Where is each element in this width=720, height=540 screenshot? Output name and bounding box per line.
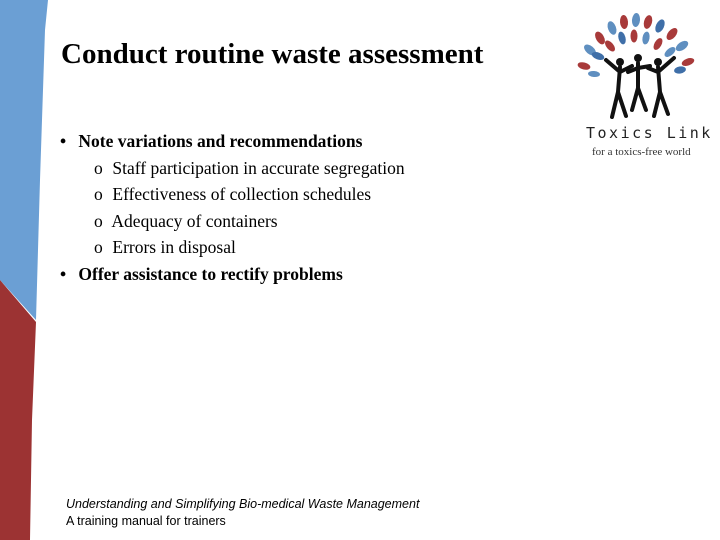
bullet-item <box>60 128 405 155</box>
sub-bullet-text: Adequacy of containers <box>111 210 278 231</box>
slide-title: Conduct routine waste assessment <box>61 38 484 70</box>
bullet-item <box>60 261 405 288</box>
sub-bullet-item <box>60 181 405 208</box>
sub-bullet-text: Staff participation in accurate segregation <box>112 157 405 178</box>
dancing-figures <box>606 54 674 117</box>
bullet-marker: • <box>60 263 67 284</box>
logo-name: Toxics Link <box>586 124 713 142</box>
sub-bullet-marker: o <box>94 157 103 178</box>
bullet-text: Note variations and recommendations <box>78 131 363 151</box>
bullet-text: Offer assistance to rectify problems <box>78 263 343 284</box>
bullet-marker: • <box>60 131 67 151</box>
red-band <box>0 280 36 540</box>
blue-band <box>0 0 48 320</box>
sub-bullet-item <box>60 155 405 182</box>
footer-title: Understanding and Simplifying Bio-medical Waste Management <box>66 497 420 511</box>
sub-bullet-marker: o <box>94 210 103 231</box>
sub-bullet-marker: o <box>94 184 103 204</box>
footer <box>66 496 419 530</box>
sub-bullet-text: Effectiveness of collection schedules <box>112 184 372 204</box>
sub-bullet-item <box>60 208 405 235</box>
sub-bullet-marker: o <box>94 237 103 257</box>
logo-tagline: for a toxics-free world <box>592 146 691 158</box>
side-decoration <box>0 0 60 540</box>
sub-bullet-text: Errors in disposal <box>112 237 236 257</box>
footer-subtitle: A training manual for trainers <box>66 514 226 528</box>
bullet-list <box>60 128 405 287</box>
sub-bullet-item <box>60 234 405 261</box>
